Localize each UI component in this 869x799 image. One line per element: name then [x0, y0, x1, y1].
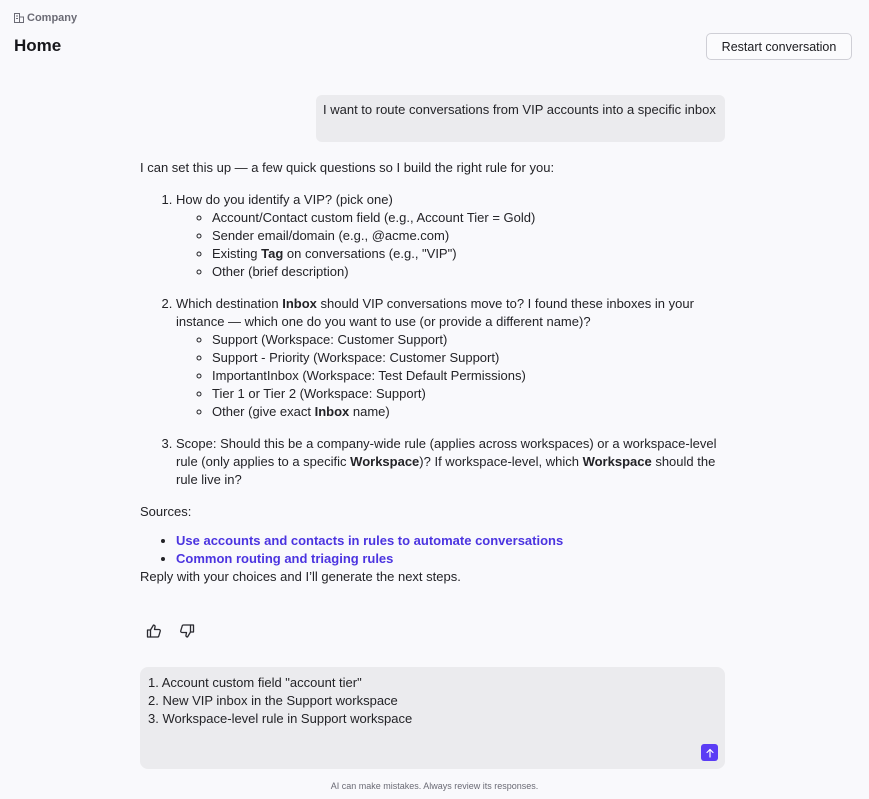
composer-line[interactable]: 2. New VIP inbox in the Support workspace: [148, 693, 398, 708]
option-text: name): [349, 404, 390, 419]
option: ◦ Sender email/domain (e.g., @acme.com): [212, 227, 730, 245]
sources-list: [140, 532, 730, 568]
question-3-text: Scope: Should this be a company-wide rule (applies across workspaces) or a workspace-level rule (only applies to a specific: [176, 436, 717, 469]
restart-conversation-button[interactable]: Restart conversation: [706, 33, 852, 60]
thumbs-up-icon[interactable]: [146, 623, 162, 639]
option: ◦ Support - Priority (Workspace: Customer Support): [212, 349, 730, 367]
feedback-bar: [146, 623, 195, 639]
question-2-bold: Inbox: [282, 296, 317, 311]
question-3-text: should the rule live in?: [176, 454, 716, 487]
breadcrumb[interactable]: [14, 12, 77, 24]
question-1: [176, 191, 730, 281]
building-icon: [14, 13, 24, 23]
thumbs-down-icon[interactable]: [179, 623, 195, 639]
option-text: Existing: [212, 246, 262, 261]
composer-line[interactable]: 1. Account custom field "account tier": [148, 675, 362, 690]
question-1-text: How do you identify a VIP? (pick one): [176, 192, 393, 207]
question-1-options: [176, 209, 730, 281]
option: ◦ Support (Workspace: Customer Support): [212, 331, 730, 349]
composer-line[interactable]: 3. Workspace-level rule in Support workspace: [148, 711, 413, 726]
send-button[interactable]: [701, 744, 718, 761]
assistant-closing: Reply with your choices and I’ll generate the next steps.: [140, 569, 461, 584]
sources-label: Sources:: [140, 504, 192, 519]
source-link[interactable]: Common routing and triaging rules: [176, 551, 394, 566]
source-item: [176, 550, 730, 568]
question-2-options: [176, 331, 730, 421]
question-3: [176, 435, 730, 489]
option-bold: Inbox: [314, 404, 350, 419]
option: [212, 403, 730, 421]
user-message: I want to route conversations from VIP accounts into a specific inbox: [316, 95, 725, 142]
question-2-text: Which destination: [176, 296, 283, 311]
question-2-text: should VIP conversations move to? I found these inboxes in your instance — which one do you want to use (or provide a different name)?: [176, 296, 694, 329]
option: ◦ Account/Contact custom field (e.g., Account Tier = Gold): [212, 209, 730, 227]
assistant-intro: I can set this up — a few quick questions so I build the right rule for you:: [140, 160, 555, 175]
assistant-message: [140, 159, 730, 586]
option: ◦ Other (brief description): [212, 263, 730, 281]
option-bold: Tag: [261, 246, 284, 261]
question-3-text: )? If workspace-level, which: [419, 454, 583, 469]
source-link[interactable]: Use accounts and contacts in rules to automate conversations: [176, 533, 564, 548]
option: ◦ ImportantInbox (Workspace: Test Default Permissions): [212, 367, 730, 385]
breadcrumb-company[interactable]: Company: [27, 12, 78, 24]
option-text: on conversations (e.g., "VIP"): [283, 246, 457, 261]
question-2: [176, 295, 730, 421]
disclaimer: AI can make mistakes. Always review its responses.: [330, 781, 539, 791]
option: ◦ Tier 1 or Tier 2 (Workspace: Support): [212, 385, 730, 403]
message-composer[interactable]: [140, 667, 725, 769]
option: [212, 245, 730, 263]
page-title: Home: [14, 36, 62, 55]
option-text: Other (give exact: [212, 404, 315, 419]
question-3-bold: Workspace: [350, 454, 420, 469]
arrow-up-icon: [705, 748, 715, 758]
question-3-bold: Workspace: [582, 454, 652, 469]
question-list: [140, 191, 730, 489]
source-item: [176, 532, 730, 550]
